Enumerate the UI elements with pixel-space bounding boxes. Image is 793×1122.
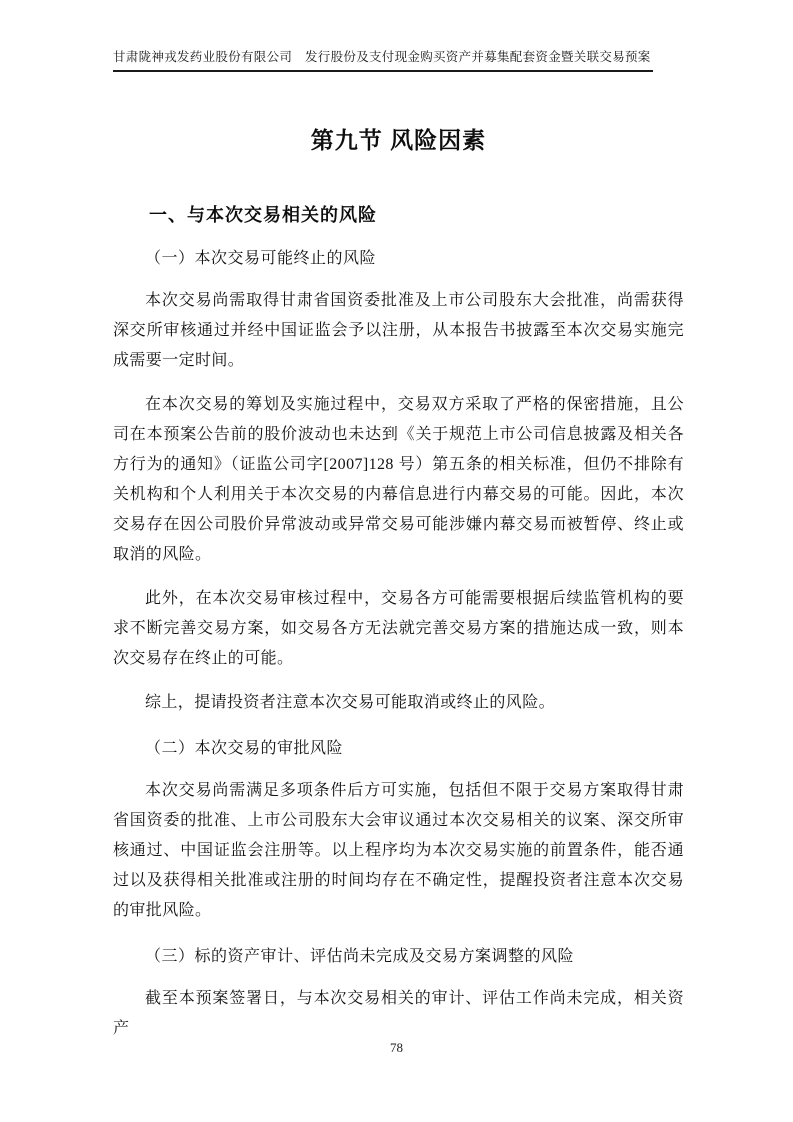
subsection-heading-2: （二）本次交易的审批风险: [145, 740, 344, 757]
page-number: 78: [390, 1040, 403, 1055]
running-header: [113, 48, 684, 72]
subsection-heading-3: （三）标的资产审计、评估尚未完成及交易方案调整的风险: [145, 948, 575, 965]
paragraph-termination-risk-3: 此外，在本次交易审核过程中，交易各方可能需要根据后续监管机构的要求不断完善交易方案，如交易各方无法就完善交易方案的措施达成一致，则本次交易存在终止的可能。: [113, 590, 684, 667]
subsection-heading-1: （一）本次交易可能终止的风险: [145, 250, 377, 267]
section-heading: 一、与本次交易相关的风险: [149, 205, 377, 225]
running-header-text: 甘肃陇神戎发药业股份有限公司 发行股份及支付现金购买资产并募集配套资金暨关联交易预案: [113, 48, 653, 72]
paragraph-termination-risk-1: 本次交易尚需取得甘肃省国资委批准及上市公司股东大会批准，尚需获得深交所审核通过并经中国证监会予以注册，从本报告书披露至本次交易实施完成需要一定时间。: [113, 292, 684, 369]
paragraph-termination-risk-summary: 综上，提请投资者注意本次交易可能取消或终止的风险。: [145, 694, 556, 711]
page-content: [0, 48, 793, 1044]
paragraph-audit-risk: 截至本预案签署日，与本次交易相关的审计、评估工作尚未完成，相关资产: [113, 990, 684, 1037]
page-title: 第九节 风险因素: [310, 127, 487, 153]
paragraph-termination-risk-2: 在本次交易的筹划及实施过程中，交易双方采取了严格的保密措施，且公司在本预案公告前的股价波动也未达到《关于规范上市公司信息披露及相关各方行为的通知》（证监公司字[2007]128 号）第五条的相关标准，但仍不排除有关机构和个人利用关于本次交易的内幕信息进行内幕交易的可能。因此，本次交易存在因公司股价异常波动或异常交易可能涉嫌内幕交易而被暂停、终止或取消的风险。: [113, 396, 684, 563]
paragraph-approval-risk: 本次交易尚需满足多项条件后方可实施，包括但不限于交易方案取得甘肃省国资委的批准、上市公司股东大会审议通过本次交易相关的议案、深交所审核通过、中国证监会注册等。以上程序均为本次交易实施的前置条件，能否通过以及获得相关批准或注册的时间均存在不确定性，提醒投资者注意本次交易的审批风险。: [113, 782, 684, 919]
